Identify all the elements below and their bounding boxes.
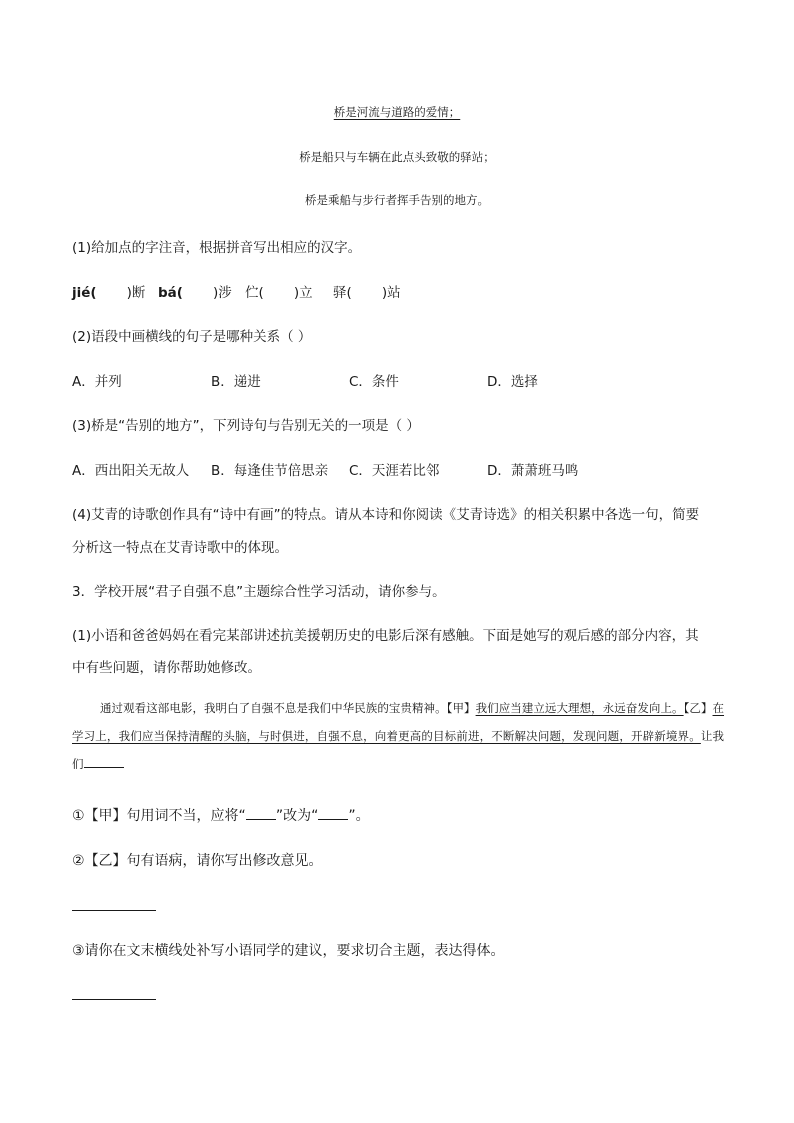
item-1-blank-a[interactable] (246, 807, 276, 820)
q3-option-b[interactable]: B．每逢佳节倍思亲 (211, 463, 329, 479)
passage-part-2: 我们应当建立远大理想，永远奋发向上。 (475, 701, 684, 715)
passage-part-4: 在学习上，我们应当保持清醒的头脑，与时俱进，自强不息，向着更高的目标前进，不断解决问题，发现问题，开辟新境界。 (72, 701, 725, 743)
pinyin-item-1 (72, 281, 145, 301)
passage-part-3: 【乙】 (683, 701, 713, 715)
q3-option-c[interactable]: C．天涯若比邻 (349, 463, 440, 479)
question-4-line-2: 分析这一特点在艾青诗歌中的体现。 (72, 540, 288, 556)
question-3-prompt: (3)桥是“告别的地方”，下列诗句与告别无关的一项是（ ） (72, 418, 420, 434)
pinyin-item-4-rest: )站 (351, 285, 401, 301)
question-4-line-1: (4)艾青的诗歌创作具有“诗中有画”的特点。请从本诗和你阅读《艾青诗选》的相关积累中各选一句，简要 (72, 507, 700, 523)
section-3-sub1-line-1: (1)小语和爸爸妈妈在看完某部讲述抗美援朝历史的电影后深有感触。下面是她写的观后感的部分内容，其 (72, 628, 699, 644)
pinyin-item-3-label: 伫( (245, 285, 264, 301)
poem-line-2: 桥是船只与车辆在此点头致敬的驿站； (299, 150, 495, 164)
pinyin-item-4-label: 驿( (333, 285, 352, 301)
essay-passage (72, 694, 724, 778)
pinyin-item-2-label: bá( (158, 285, 183, 301)
section-3-sub1-line-2: 中有些问题，请你帮助她修改。 (72, 660, 261, 676)
answer-line-1[interactable] (72, 910, 156, 911)
item-3: ③请你在文末横线处补写小语同学的建议，要求切合主题，表达得体。 (72, 943, 505, 959)
pinyin-item-2-rest: )涉 (182, 285, 232, 301)
q3-option-a[interactable]: A．西出阳关无故人 (72, 463, 190, 479)
passage-part-1: 通过观看这部电影，我明白了自强不息是我们中华民族的宝贵精神。【甲】 (100, 701, 476, 715)
q2-option-d[interactable]: D．选择 (487, 374, 538, 390)
item-2: ②【乙】句有语病，请你写出修改意见。 (72, 853, 323, 869)
q2-option-c[interactable]: C．条件 (349, 374, 399, 390)
poem-line-1: 桥是河流与道路的爱情； (333, 105, 461, 119)
question-2-prompt: (2)语段中画横线的句子是哪种关系（ ） (72, 329, 312, 345)
q3-option-d[interactable]: D．萧萧班马鸣 (487, 463, 579, 479)
answer-line-2[interactable] (72, 999, 156, 1000)
pinyin-item-1-label: jié( (72, 285, 97, 301)
q2-option-b[interactable]: B．递进 (211, 374, 261, 390)
section-3-title: 3．学校开展“君子自强不息”主题综合性学习活动，请你参与。 (72, 584, 446, 600)
item-1-post: ”。 (348, 808, 370, 824)
pinyin-item-1-rest: )断 (96, 285, 146, 301)
pinyin-item-2 (158, 281, 232, 301)
item-1-blank-b[interactable] (318, 807, 348, 820)
item-1-pre: ①【甲】句用词不当，应将“ (72, 808, 246, 824)
question-1-prompt: (1)给加点的字注音，根据拼音写出相应的汉字。 (72, 240, 362, 256)
pinyin-item-3-rest: )立 (263, 285, 313, 301)
item-1 (72, 805, 370, 825)
passage-part-5: 让我们 (72, 729, 725, 771)
item-1-mid: ”改为“ (275, 808, 319, 824)
passage-blank[interactable] (84, 755, 124, 768)
pinyin-item-4 (333, 281, 401, 301)
pinyin-item-3 (245, 281, 313, 301)
q2-option-a[interactable]: A．并列 (72, 374, 122, 390)
poem-line-3: 桥是乘船与步行者挥手告别的地方。 (305, 193, 489, 207)
